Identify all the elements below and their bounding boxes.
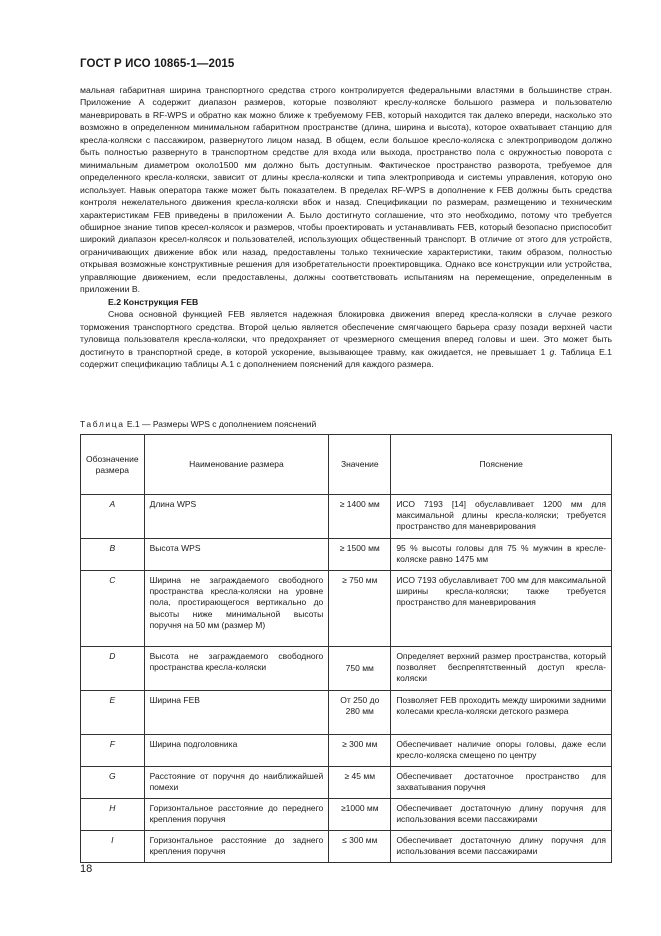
row-note: Обеспечивает наличие опоры головы, даже если кресло-коляска смещено по центру bbox=[391, 735, 612, 767]
table-caption-prefix: Таблица bbox=[80, 419, 125, 429]
row-name: Горизонтальное расстояние до переднего крепления поручня bbox=[144, 799, 329, 831]
header-code: Обозначение размера bbox=[81, 435, 145, 495]
row-value: ≤ 300 мм bbox=[329, 831, 391, 863]
row-code: E bbox=[81, 691, 145, 735]
body-text bbox=[80, 84, 612, 370]
paragraph-feb-text-1: Снова основной функцией FEB является надежная блокировка движения вперед кресла-коляски в случае резкого торможения транспортного средства. Второй целью является обеспечение смягчающего барьера сразу позади верхней части туловища пользователя кресла-коляски, что предохраняет от чрезмерного смещения вперед головы и шеи. Это может быть достигнуто в транспортной среде, в которой ускорение, вызывающее травму, как ожидается, не превышает 1 bbox=[80, 309, 612, 357]
row-note: 95 % высоты головы для 75 % мужчин в кресле-коляске равно 1475 мм bbox=[391, 539, 612, 571]
paragraph-wps-dimensions: мальная габаритная ширина транспортного средства строго контролируется федеральными властями в большинстве стран. Приложение А содержит диапазон размеров, которые позволяют креслу-коляске большого размера и пользователю маневрировать в RF-WPS и обратно как можно ближе к требуемому FEB, который находится так далеко впереди, насколько это возможно в определенном минимальном габаритном пространстве (длина, ширина и высота), которое охватывает станцию для кресла-коляски с пассажиром, развернутого лицом назад. В общем, если большое кресло-коляска с электроприводом должно быть полностью развернуто в транспортном средстве для входа или выхода, пространство пола с окружностью поворота с минимальным диаметром около1500 мм должно быть доступным. Фактическое пространство разворота, требуемое для определенного кресла-коляски, зависит от длины кресла-коляски и типа электропривода и системы управления, которую оно использует. Навык оператора также может быть показателем. В пределах RF-WPS в дополнение к FEB должны быть средства контроля нежелательного движения кресла-коляски вбок и назад. Спецификации по размерам, размещению и техническим характеристикам FEB приведены в приложении А. Было достигнуто соглашение, что это необходимо, потому что требуется обширное знание типов кресел-колясок и размеров, чтобы проектировать и устанавливать FEB, который безопасно приспособит широкий диапазон кресел-колясок и пользователей, использующих общественный транспорт. В отличие от этого для устройств, ограничивающих движение вбок или назад, предоставлены только технические характеристики, таким образом, полностью открывая возможные конструктивные решения для изобретательности проектировщика. Однако все конструкции или устройства, управляющие движением, если предоставлены, должны соответствовать испытаниям на перемещение, определенным в приложении В. bbox=[80, 85, 612, 295]
row-value: ≥1000 мм bbox=[329, 799, 391, 831]
header-value: Значение bbox=[329, 435, 391, 495]
row-name: Длина WPS bbox=[144, 495, 329, 539]
row-name: Ширина FEB bbox=[144, 691, 329, 735]
table-row bbox=[81, 495, 612, 539]
paragraph-feb-text-2: . Таблица Е.1 содержит спецификацию таблицы А.1 с дополнением пояснений для каждого размера. bbox=[80, 346, 612, 369]
row-name: Высота WPS bbox=[144, 539, 329, 571]
table-row bbox=[81, 767, 612, 799]
page-number: 18 bbox=[80, 863, 93, 875]
row-code: B bbox=[81, 539, 145, 571]
row-name: Высота не заграждаемого свободного пространства кресла-коляски bbox=[144, 647, 329, 691]
row-value: ≥ 45 мм bbox=[329, 767, 391, 799]
paragraph-feb-design bbox=[80, 308, 612, 370]
row-value: ≥ 750 мм bbox=[329, 571, 391, 647]
row-note: Обеспечивает достаточное пространство для захватывания поручня bbox=[391, 767, 612, 799]
row-name: Расстояние от поручня до наиближайшей помехи bbox=[144, 767, 329, 799]
header-name: Наименование размера bbox=[144, 435, 329, 495]
row-note: ИСО 7193 обуславливает 700 мм для максимальной ширины кресла-коляски; также требуется пространство для маневрирования bbox=[391, 571, 612, 647]
table-row bbox=[81, 799, 612, 831]
document-header: ГОСТ Р ИСО 10865-1—2015 bbox=[80, 58, 235, 70]
table-row bbox=[81, 735, 612, 767]
row-value: ≥ 300 мм bbox=[329, 735, 391, 767]
table-row bbox=[81, 571, 612, 647]
row-name: Ширина не заграждаемого свободного пространства кресла-коляски на уровне пола, простирающегося вертикально до высоты ниже минимальной высоты поручня на 50 мм (размер М) bbox=[144, 571, 329, 647]
row-code: I bbox=[81, 831, 145, 863]
row-code: D bbox=[81, 647, 145, 691]
dimensions-table bbox=[80, 434, 612, 863]
row-code: F bbox=[81, 735, 145, 767]
row-note: Обеспечивает достаточную длину поручня для использования всеми пассажирами bbox=[391, 831, 612, 863]
table-row bbox=[81, 831, 612, 863]
table-caption-text: Е.1 — Размеры WPS с дополнением пояснений bbox=[126, 419, 317, 429]
row-name: Ширина подголовника bbox=[144, 735, 329, 767]
table-row bbox=[81, 647, 612, 691]
table-header-row bbox=[81, 435, 612, 495]
table-caption bbox=[80, 419, 316, 429]
row-name: Горизонтальное расстояние до заднего крепления поручня bbox=[144, 831, 329, 863]
section-title: Е.2 Конструкция FEB bbox=[108, 296, 199, 307]
row-note: Обеспечивает достаточную длину поручня для использования всеми пассажирами bbox=[391, 799, 612, 831]
row-value: 750 мм bbox=[329, 647, 391, 691]
row-value: ≥ 1400 мм bbox=[329, 495, 391, 539]
row-code: A bbox=[81, 495, 145, 539]
row-code: C bbox=[81, 571, 145, 647]
unit-g: g bbox=[549, 346, 555, 357]
row-value: ≥ 1500 мм bbox=[329, 539, 391, 571]
row-note: Позволяет FEB проходить между широкими задними колесами кресла-коляски детского размера bbox=[391, 691, 612, 735]
row-code: G bbox=[81, 767, 145, 799]
row-note: Определяет верхний размер пространства, который позволяет беспрепятственный доступ кресла-коляски bbox=[391, 647, 612, 691]
row-code: H bbox=[81, 799, 145, 831]
header-note: Пояснение bbox=[391, 435, 612, 495]
row-note: ИСО 7193 [14] обуславливает 1200 мм для максимальной длины кресла-коляски; требуется пространство для маневрирования bbox=[391, 495, 612, 539]
row-value: От 250 до 280 мм bbox=[329, 691, 391, 735]
table-row bbox=[81, 539, 612, 571]
table-row bbox=[81, 691, 612, 735]
